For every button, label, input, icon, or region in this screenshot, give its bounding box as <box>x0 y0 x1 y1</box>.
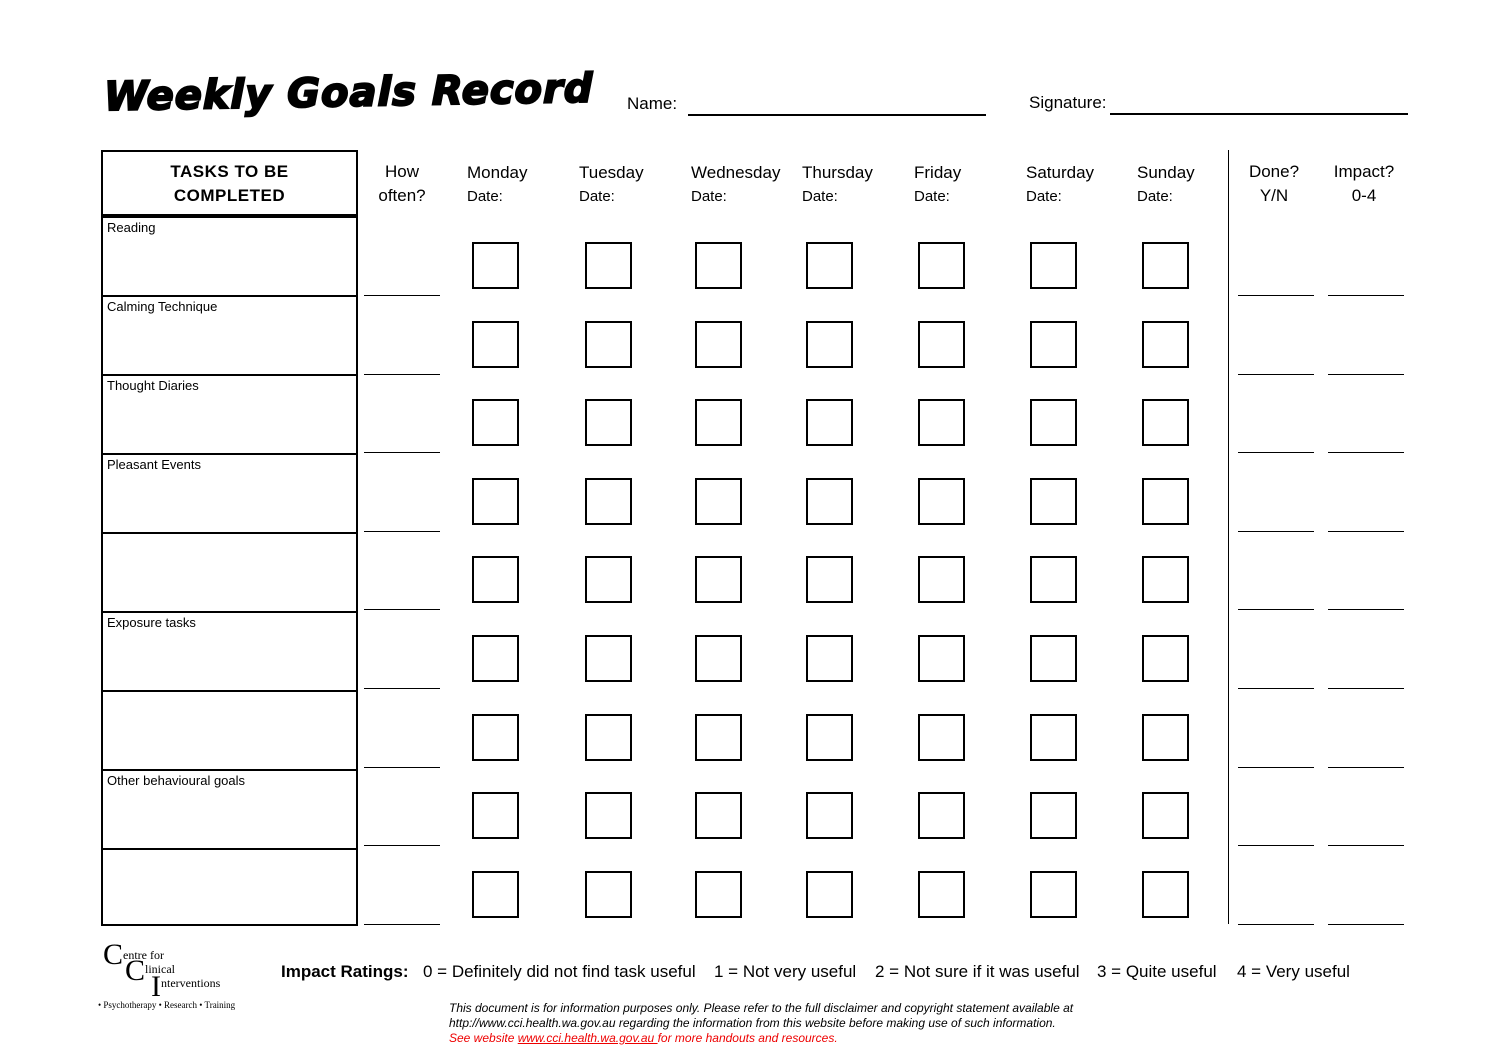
done-field[interactable] <box>1238 688 1314 689</box>
done-field[interactable] <box>1238 924 1314 925</box>
date-label: Date: <box>1026 188 1062 205</box>
disclaimer-line2: http://www.cci.health.wa.gov.au regarding the information from this website before making use of such information. <box>449 1016 1056 1030</box>
checkbox-friday[interactable] <box>918 242 965 289</box>
how-often-field[interactable] <box>364 845 440 846</box>
checkbox-thursday[interactable] <box>806 321 853 368</box>
checkbox-saturday[interactable] <box>1030 871 1077 918</box>
checkbox-tuesday[interactable] <box>585 714 632 761</box>
impact-field[interactable] <box>1328 295 1404 296</box>
tasks-column <box>101 150 358 926</box>
task-label: Calming Technique <box>107 299 218 314</box>
checkbox-saturday[interactable] <box>1030 792 1077 839</box>
day-header-sunday <box>1137 161 1195 209</box>
disclaimer-line3 <box>449 1031 838 1045</box>
checkbox-sunday[interactable] <box>1142 871 1189 918</box>
impact-rating-4: 4 = Very useful <box>1237 962 1350 981</box>
impact-field[interactable] <box>1328 845 1404 846</box>
done-header <box>1238 160 1310 208</box>
checkbox-saturday[interactable] <box>1030 321 1077 368</box>
tasks-header-line2: COMPLETED <box>173 186 286 205</box>
day-name: Sunday <box>1137 163 1195 182</box>
checkbox-wednesday[interactable] <box>695 321 742 368</box>
checkbox-tuesday[interactable] <box>585 242 632 289</box>
impact-header <box>1328 160 1400 208</box>
checkbox-thursday[interactable] <box>806 635 853 682</box>
checkbox-sunday[interactable] <box>1142 321 1189 368</box>
task-label: Exposure tasks <box>107 615 196 630</box>
checkbox-tuesday[interactable] <box>585 556 632 603</box>
page-title: Weekly Goals Record <box>104 65 594 121</box>
how-often-field[interactable] <box>364 295 440 296</box>
logo-i: I <box>151 970 161 1003</box>
checkbox-monday[interactable] <box>472 399 519 446</box>
day-header-monday <box>467 161 527 209</box>
checkbox-saturday[interactable] <box>1030 478 1077 525</box>
impact-line1: Impact? <box>1333 162 1395 181</box>
task-row[interactable] <box>103 690 356 769</box>
task-label: Reading <box>107 220 156 235</box>
date-label: Date: <box>691 188 727 205</box>
impact-rating-2: 2 = Not sure if it was useful <box>875 962 1080 981</box>
checkbox-thursday[interactable] <box>806 478 853 525</box>
checkbox-sunday[interactable] <box>1142 399 1189 446</box>
name-label: Name: <box>627 94 678 113</box>
logo-tagline: • Psychotherapy • Research • Training <box>98 1000 236 1010</box>
task-label: Other behavioural goals <box>107 773 246 788</box>
day-name: Thursday <box>802 163 873 182</box>
task-row[interactable] <box>103 532 356 611</box>
impact-rating-3: 3 = Quite useful <box>1097 962 1217 981</box>
checkbox-sunday[interactable] <box>1142 635 1189 682</box>
how-often-field[interactable] <box>364 531 440 532</box>
date-label: Date: <box>914 188 950 205</box>
checkbox-thursday[interactable] <box>806 399 853 446</box>
how-often-header <box>366 160 438 208</box>
disclaimer-see-website: See website <box>449 1031 518 1045</box>
checkbox-friday[interactable] <box>918 478 965 525</box>
date-label: Date: <box>467 188 503 205</box>
how-often-field[interactable] <box>364 688 440 689</box>
checkbox-tuesday[interactable] <box>585 792 632 839</box>
checkbox-friday[interactable] <box>918 714 965 761</box>
checkbox-thursday[interactable] <box>806 242 853 289</box>
checkbox-tuesday[interactable] <box>585 871 632 918</box>
logo-i-rest: nterventions <box>161 976 221 990</box>
impact-ratings-title: Impact Ratings: <box>281 962 409 981</box>
signature-field[interactable] <box>1110 113 1408 115</box>
task-row[interactable] <box>103 216 356 295</box>
day-header-friday <box>914 161 961 209</box>
day-name: Tuesday <box>579 163 644 182</box>
checkbox-thursday[interactable] <box>806 871 853 918</box>
tasks-header-line1: TASKS TO BE <box>170 162 289 181</box>
task-row[interactable] <box>103 295 356 374</box>
date-label: Date: <box>1137 188 1173 205</box>
how-often-line2: often? <box>378 186 426 205</box>
checkbox-saturday[interactable] <box>1030 635 1077 682</box>
disclaimer-line1: This document is for information purposes only. Please refer to the full disclaimer and copyright statement available at <box>449 1001 1074 1015</box>
task-row[interactable] <box>103 453 356 532</box>
checkbox-friday[interactable] <box>918 635 965 682</box>
impact-rating-1: 1 = Not very useful <box>714 962 857 981</box>
task-row[interactable] <box>103 611 356 690</box>
logo-c1-rest: entre for <box>123 948 164 962</box>
checkbox-thursday[interactable] <box>806 556 853 603</box>
how-often-field[interactable] <box>364 767 440 768</box>
checkbox-monday[interactable] <box>472 871 519 918</box>
impact-field[interactable] <box>1328 609 1404 610</box>
checkbox-monday[interactable] <box>472 478 519 525</box>
name-field[interactable] <box>688 114 986 116</box>
impact-rating-0: 0 = Definitely did not find task useful <box>423 962 696 981</box>
done-field[interactable] <box>1238 452 1314 453</box>
checkbox-tuesday[interactable] <box>585 321 632 368</box>
signature-label: Signature: <box>1029 93 1107 112</box>
day-name: Wednesday <box>691 163 781 182</box>
checkbox-wednesday[interactable] <box>695 871 742 918</box>
logo-c1: C <box>103 938 124 971</box>
done-line2: Y/N <box>1259 186 1289 205</box>
checkbox-saturday[interactable] <box>1030 399 1077 446</box>
task-label: Thought Diaries <box>107 378 199 393</box>
checkbox-saturday[interactable] <box>1030 556 1077 603</box>
checkbox-friday[interactable] <box>918 871 965 918</box>
impact-line2: 0-4 <box>1351 186 1377 205</box>
checkbox-monday[interactable] <box>472 556 519 603</box>
checkbox-wednesday[interactable] <box>695 242 742 289</box>
checkbox-thursday[interactable] <box>806 714 853 761</box>
checkbox-wednesday[interactable] <box>695 635 742 682</box>
checkbox-friday[interactable] <box>918 556 965 603</box>
how-often-line1: How <box>384 162 419 181</box>
logo-c2: C <box>125 954 146 987</box>
cci-logo <box>103 938 243 1003</box>
impact-field[interactable] <box>1328 924 1404 925</box>
impact-field[interactable] <box>1328 531 1404 532</box>
tasks-header <box>103 152 356 216</box>
how-often-field[interactable] <box>364 452 440 453</box>
date-label: Date: <box>579 188 615 205</box>
checkbox-saturday[interactable] <box>1030 242 1077 289</box>
checkbox-friday[interactable] <box>918 792 965 839</box>
checkbox-tuesday[interactable] <box>585 478 632 525</box>
checkbox-wednesday[interactable] <box>695 478 742 525</box>
done-field[interactable] <box>1238 609 1314 610</box>
done-field[interactable] <box>1238 295 1314 296</box>
impact-field[interactable] <box>1328 767 1404 768</box>
disclaimer-more-resources: for more handouts and resources. <box>657 1031 838 1045</box>
checkbox-sunday[interactable] <box>1142 556 1189 603</box>
day-header-thursday <box>802 161 873 209</box>
task-label: Pleasant Events <box>107 457 201 472</box>
checkbox-friday[interactable] <box>918 321 965 368</box>
task-row[interactable] <box>103 374 356 453</box>
checkbox-wednesday[interactable] <box>695 792 742 839</box>
done-field[interactable] <box>1238 531 1314 532</box>
date-label: Date: <box>802 188 838 205</box>
checkbox-sunday[interactable] <box>1142 714 1189 761</box>
checkbox-monday[interactable] <box>472 635 519 682</box>
how-often-field[interactable] <box>364 374 440 375</box>
checkbox-monday[interactable] <box>472 792 519 839</box>
cci-website-link[interactable]: www.cci.health.wa.gov.au <box>517 1031 658 1045</box>
checkbox-monday[interactable] <box>472 714 519 761</box>
done-field[interactable] <box>1238 374 1314 375</box>
checkbox-wednesday[interactable] <box>695 556 742 603</box>
checkbox-wednesday[interactable] <box>695 714 742 761</box>
checkbox-sunday[interactable] <box>1142 242 1189 289</box>
checkbox-thursday[interactable] <box>806 792 853 839</box>
day-header-saturday <box>1026 161 1094 209</box>
task-row[interactable] <box>103 769 356 848</box>
impact-field[interactable] <box>1328 374 1404 375</box>
day-header-wednesday <box>691 161 780 209</box>
checkbox-tuesday[interactable] <box>585 635 632 682</box>
day-header-tuesday <box>579 161 644 209</box>
logo-c2-rest: linical <box>145 962 175 976</box>
how-often-field[interactable] <box>364 609 440 610</box>
done-field[interactable] <box>1238 767 1314 768</box>
checkbox-saturday[interactable] <box>1030 714 1077 761</box>
done-field[interactable] <box>1238 845 1314 846</box>
how-often-field[interactable] <box>364 924 440 925</box>
checkbox-wednesday[interactable] <box>695 399 742 446</box>
checkbox-monday[interactable] <box>472 321 519 368</box>
impact-field[interactable] <box>1328 688 1404 689</box>
checkbox-monday[interactable] <box>472 242 519 289</box>
day-name: Saturday <box>1026 163 1095 182</box>
impact-field[interactable] <box>1328 452 1404 453</box>
task-row[interactable] <box>103 848 356 927</box>
checkbox-tuesday[interactable] <box>585 399 632 446</box>
day-name: Friday <box>914 163 962 182</box>
checkbox-sunday[interactable] <box>1142 792 1189 839</box>
done-line1: Done? <box>1248 162 1300 181</box>
checkbox-sunday[interactable] <box>1142 478 1189 525</box>
column-separator <box>1228 150 1229 924</box>
checkbox-friday[interactable] <box>918 399 965 446</box>
day-name: Monday <box>467 163 528 182</box>
